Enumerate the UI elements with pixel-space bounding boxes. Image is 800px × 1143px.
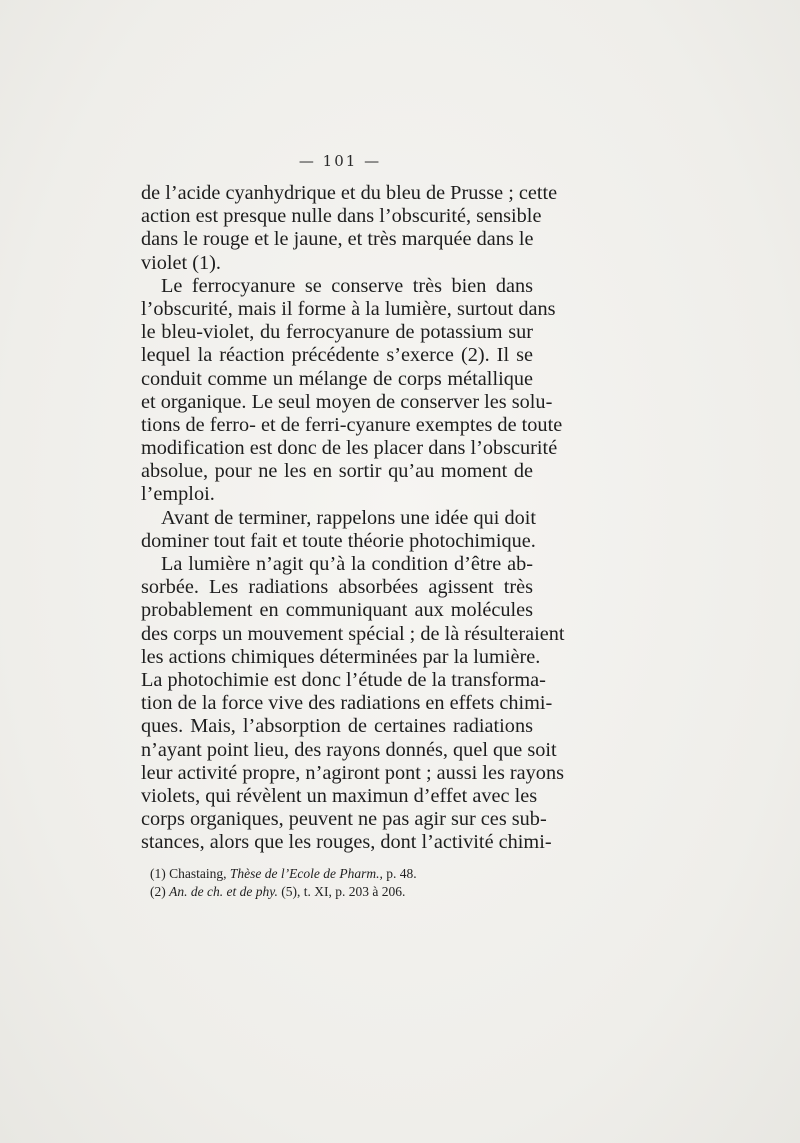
text-line: violets, qui révèlent un maximun d’effet avec les: [141, 784, 538, 807]
footnote-marker: (1): [150, 866, 166, 881]
text-line: violet (1).: [141, 251, 221, 274]
text-line: absolue, pour ne les en sortir qu’au moment de: [141, 460, 533, 483]
footnote-ref: p. 48.: [386, 866, 417, 881]
text-line: les actions chimiques déterminées par la lumière.: [141, 645, 541, 668]
footnote: [150, 883, 530, 901]
text-line: des corps un mouvement spécial ; de là résulteraient: [141, 622, 565, 645]
text-line: l’emploi.: [141, 483, 215, 506]
text-line: Le ferrocyanure se conserve très bien dans: [161, 274, 533, 297]
text-line: ques. Mais, l’absorption de certaines radiations: [141, 715, 533, 738]
text-line: n’ayant point lieu, des rayons donnés, quel que soit: [141, 738, 557, 761]
page-number: — 101 —: [298, 152, 382, 170]
footnote-ref: (5), t. XI, p. 203 à 206.: [281, 884, 406, 899]
text-line: dominer tout fait et toute théorie photochimique.: [141, 529, 536, 552]
footnote-title: An. de ch. et de phy.: [169, 884, 278, 899]
text-line: stances, alors que les rouges, dont l’activité chimi-: [141, 831, 552, 854]
text-line: probablement en communiquant aux molécules: [141, 599, 533, 622]
text-line: et organique. Le seul moyen de conserver les solu-: [141, 390, 553, 413]
footnote: [150, 865, 530, 883]
footnote-title: Thèse de l’Ecole de Pharm.,: [229, 866, 383, 881]
text-line: sorbée. Les radiations absorbées agissent très: [141, 576, 533, 599]
text-line: corps organiques, peuvent ne pas agir sur ces sub-: [141, 808, 547, 831]
text-line: conduit comme un mélange de corps métallique: [141, 367, 533, 390]
text-line: de l’acide cyanhydrique et du bleu de Prusse ; cette: [141, 182, 558, 204]
text-line: dans le rouge et le jaune, et très marquée dans le: [141, 228, 534, 251]
text-line: modification est donc de les placer dans l’obscurité: [141, 437, 558, 460]
text-line: tion de la force vive des radiations en effets chimi-: [141, 692, 553, 715]
text-line: action est presque nulle dans l’obscurité, sensible: [141, 205, 542, 228]
text-line: l’obscurité, mais il forme à la lumière, surtout dans: [141, 297, 556, 320]
text-line: tions de ferro- et de ferri-cyanure exemptes de toute: [141, 413, 563, 436]
text-line: La photochimie est donc l’étude de la transforma-: [141, 668, 546, 691]
text-line: Avant de terminer, rappelons une idée qui doit: [161, 506, 537, 529]
text-line: La lumière n’agit qu’à la condition d’être ab-: [161, 553, 533, 575]
body-text: [141, 182, 565, 854]
footnotes: [150, 865, 530, 901]
text-line: le bleu-violet, du ferrocyanure de potassium sur: [141, 321, 533, 344]
text-line: lequel la réaction précédente s’exerce (2). Il se: [141, 344, 533, 367]
footnote-marker: (2): [150, 884, 166, 899]
text-line: leur activité propre, n’agiront pont ; aussi les rayons: [141, 761, 564, 784]
footnote-author: Chastaing,: [169, 866, 227, 881]
